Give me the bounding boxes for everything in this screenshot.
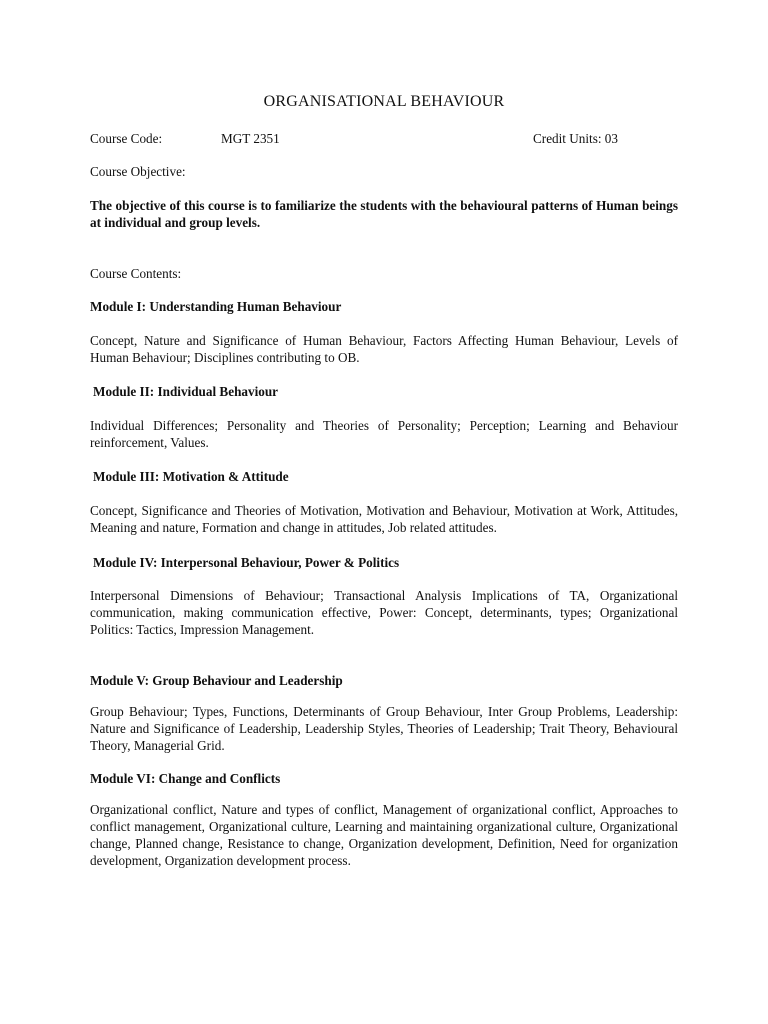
contents-label: Course Contents:	[90, 266, 182, 281]
module-5-heading: Module V: Group Behaviour and Leadership	[90, 673, 343, 688]
module-1-body: Concept, Nature and Significance of Human Behaviour, Factors Affecting Human Behaviour, Levels of Human Behaviour; Disciplines contributing to OB.	[90, 333, 678, 365]
module-2-heading: Module II: Individual Behaviour	[93, 384, 279, 399]
module-5-body: Group Behaviour; Types, Functions, Determinants of Group Behaviour, Inter Group Problems, Leadership: Nature and Significance of Leadership, Leadership Styles, Theories of Leadership; Trait Theory, Behavioural Theory, Managerial Grid.	[90, 704, 678, 753]
objective-label: Course Objective:	[90, 164, 186, 179]
objective-text: The objective of this course is to familiarize the students with the behavioural patterns of Human beings at individual and group levels.	[90, 198, 678, 230]
module-4-body: Interpersonal Dimensions of Behaviour; Transactional Analysis Implications of TA, Organizational communication, making communication effective, Power: Concept, determinants, types; Organizational Politics: Tactics, Impression Management.	[90, 588, 678, 637]
course-code-row	[90, 130, 678, 148]
module-6-body: Organizational conflict, Nature and types of conflict, Management of organizational conflict, Approaches to conflict management, Organizational culture, Learning and maintaining organizational culture, Organizational change, Planned change, Resistance to change, Organization development, Definition, Need for organization development, Organization development process.	[90, 802, 678, 868]
module-1-heading: Module I: Understanding Human Behaviour	[90, 299, 342, 314]
module-4-heading: Module IV: Interpersonal Behaviour, Power & Politics	[93, 555, 400, 570]
module-3-heading: Module III: Motivation & Attitude	[93, 469, 289, 484]
page-title: ORGANISATIONAL BEHAVIOUR	[263, 93, 505, 110]
course-code-value: MGT 2351	[221, 131, 280, 146]
course-code-label: Course Code:	[90, 131, 163, 146]
module-2-body: Individual Differences; Personality and Theories of Personality; Perception; Learning and Behaviour reinforcement, Values.	[90, 418, 678, 450]
module-3-body: Concept, Significance and Theories of Motivation, Motivation and Behaviour, Motivation at Work, Attitudes, Meaning and nature, Formation and change in attitudes, Job related attitudes.	[90, 503, 678, 535]
credit-units: Credit Units: 03	[533, 131, 618, 146]
module-6-heading: Module VI: Change and Conflicts	[90, 771, 281, 786]
